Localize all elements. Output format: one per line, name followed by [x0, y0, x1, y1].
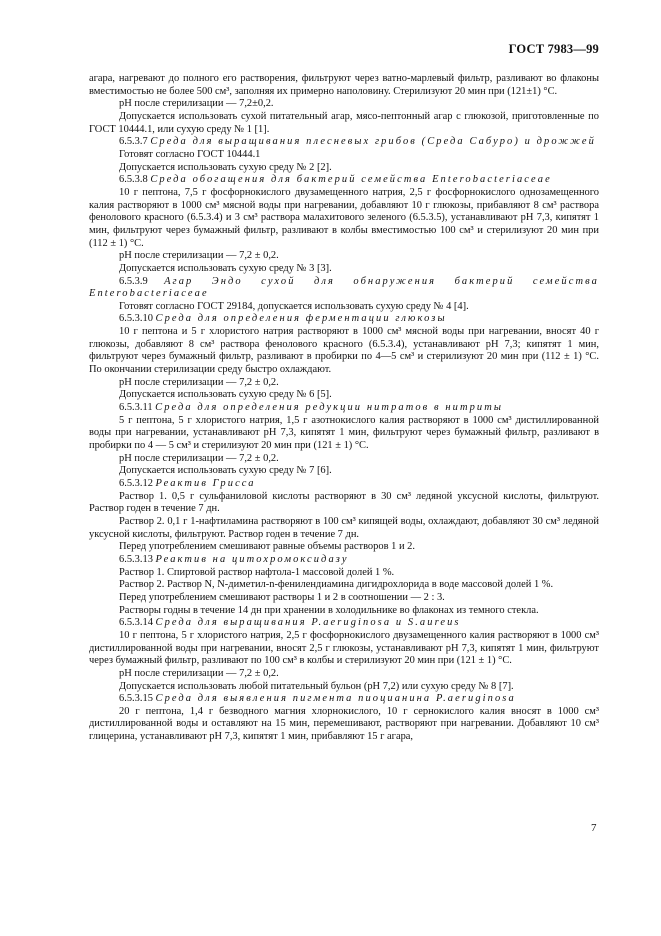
body-paragraph: Допускается использовать сухую среду № 3 [3].: [119, 262, 332, 274]
section-number: 6.5.3.13: [119, 553, 153, 565]
section-number: 6.5.3.11: [119, 402, 153, 414]
section-title: Среда для определения редукции нитратов в нитриты: [155, 402, 504, 414]
body-paragraph: 10 г пептона, 5 г хлористого натрия, 2,5 г фосфорнокислого двузамещенного калия растворяют в 1000 см³ дистиллированной воды при нагревании, вносят 2,5 г глюкозы, устанавливают pH 7,3, кипятят 1 мин, фильтруют через бумажный фильтр, разливают по 100 см³ в колбы и стерилизуют 20 мин при (121 ± 1) °С.: [89, 629, 599, 667]
section-heading: [89, 554, 599, 567]
section-title: Среда для выращивания P.aeruginosa и S.aureus: [155, 617, 461, 629]
body-paragraph: Допускается использовать сухую среду № 6 [5].: [119, 389, 332, 401]
body-paragraph: Допускается использовать сухую среду № 7 [6].: [119, 465, 332, 477]
body-paragraph: Готовят согласно ГОСТ 10444.1: [119, 148, 261, 160]
body-paragraph: pH после стерилизации — 7,2±0,2.: [119, 98, 274, 110]
body-paragraph: агара, нагревают до полного его растворения, фильтруют через ватно-марлевый фильтр, разливают во флаконы вместимостью не более 500 см³, заполняя их примерно наполовину. Стерилизуют 20 мин при (121±1) °С.: [89, 73, 599, 97]
section-heading: [89, 693, 599, 706]
section-heading: [89, 478, 599, 491]
body-paragraph: Раствор 1. 0,5 г сульфаниловой кислоты растворяют в 30 см³ ледяной уксусной кислоты, фильтруют. Раствор годен в течение 7 дн.: [89, 490, 599, 515]
body-paragraph: 20 г пептона, 1,4 г безводного магния хлорнокислого, 10 г сернокислого калия вносят в 1000 см³ дистиллированной воды и оставляют на 15 мин, перемешивают, растворяют при нагревании. Добавляют 10 см³ глицерина, устанавливают pH 7,3, кипятят 1 мин, прибавляют 15 г агара,: [89, 705, 599, 743]
section-title: Реактив на цитохромоксидазу: [155, 553, 349, 565]
body-paragraph: Раствор 1. Спиртовой раствор нафтола-1 массовой долей 1 %.: [119, 566, 395, 578]
document-body: [89, 73, 599, 744]
section-number: 6.5.3.12: [119, 478, 153, 489]
section-title: Среда для выращивания плесневых грибов (Среда Сабуро) и дрожжей: [150, 136, 596, 148]
section-number: 6.5.3.7: [119, 136, 148, 148]
body-paragraph: pH после стерилизации — 7,2 ± 0,2.: [119, 452, 279, 464]
section-heading: [89, 136, 599, 149]
section-number: 6.5.3.14: [119, 617, 153, 629]
section-title: Агар Эндо сухой для обнаружения бактерий семейства Enterobacteriaceae: [89, 275, 599, 300]
body-paragraph: pH после стерилизации — 7,2 ± 0,2.: [119, 667, 279, 679]
section-number: 6.5.3.15: [119, 693, 153, 705]
section-heading: [89, 313, 599, 326]
body-paragraph: Допускается использовать сухую среду № 2 [2].: [119, 161, 332, 173]
section-heading: [89, 617, 599, 630]
section-number: 6.5.3.10: [119, 313, 153, 325]
body-paragraph: Допускается использовать любой питательный бульон (pH 7,2) или сухую среду № 8 [7].: [119, 680, 514, 692]
body-paragraph: Готовят согласно ГОСТ 29184, допускается использовать сухую среду № 4 [4].: [119, 300, 469, 312]
section-title: Среда для выявления пигмента пиоцианина P.aeruginosa: [155, 693, 516, 705]
body-paragraph: Перед употреблением смешивают равные объемы растворов 1 и 2.: [119, 541, 415, 553]
section-number: 6.5.3.8: [119, 174, 148, 186]
body-paragraph: Раствор 2. Раствор N, N-диметил-n-фенилендиамина дигидрохлорида в воде массовой долей 1 %.: [119, 579, 554, 591]
page-number: 7: [591, 822, 597, 834]
section-heading: [89, 174, 599, 187]
body-paragraph: Перед употреблением смешивают растворы 1 и 2 в соотношении — 2 : 3.: [119, 591, 445, 603]
body-paragraph: 10 г пептона и 5 г хлористого натрия растворяют в 1000 см³ мясной воды при нагревании, вносят 40 г глюкозы, добавляют 8 см³ раствора фенолового красного (6.5.3.4), устанавливают pH 7,3; кипятят 1 мин, фильтруют через бумажный фильтр, разливают в пробирки по 4—5 см³ и стерилизуют 20 мин при (112 ± 1) °С. По окончании стерилизации среду быстро охлаждают.: [89, 326, 599, 376]
body-paragraph: 10 г пептона, 7,5 г фосфорнокислого двузамещенного натрия, 2,5 г фосфорнокислого однозамещенного калия растворяют в 1000 см³ мясной воды при нагревании, добавляют 10 г глюкозы, прибавляют 8 см³ раствора фенолового красного (6.5.3.4) и 3 см³ раствора малахитового зеленого (6.5.3.5), устанавливают pH 7,3, кипятят 1 мин, фильтруют через бумажный фильтр, разливают в колбы вместимостью 100 см³ и стерилизуют 20 мин при (112 ± 1) °С.: [89, 186, 599, 249]
section-heading: [89, 276, 599, 301]
body-paragraph: Раствор 2. 0,1 г 1-нафтиламина растворяют в 100 см³ кипящей воды, охлаждают, добавляют 30 см³ ледяной уксусной кислоты, фильтруют. Раствор годен в течение 7 дн.: [89, 515, 599, 540]
page-header-title: ГОСТ 7983—99: [508, 42, 599, 56]
body-paragraph: pH после стерилизации — 7,2 ± 0,2.: [119, 376, 279, 388]
section-title: Среда обогащения для бактерий семейства Enterobacteriaceae: [150, 174, 552, 186]
body-paragraph: 5 г пептона, 5 г хлористого натрия, 1,5 г азотнокислого калия растворяют в 1000 см³ дистиллированной воды при нагревании, устанавливают pH 7,3, кипятят 1 мин, фильтруют через бумажный фильтр, разливают в пробирки по 4 — 5 см³ и стерилизуют 20 мин при (121 ± 1) °С.: [89, 414, 599, 452]
section-title: Реактив Грисса: [155, 478, 256, 489]
body-paragraph: Растворы годны в течение 14 дн при хранении в холодильнике во флаконах из темного стекла.: [119, 604, 539, 616]
section-number: 6.5.3.9: [119, 275, 148, 287]
section-title: Среда для определения ферментации глюкозы: [155, 313, 447, 325]
body-paragraph: Допускается использовать сухой питательный агар, мясо-пептонный агар с глюкозой, приготовленные по ГОСТ 10444.1, или сухую среду № 1 [1].: [89, 110, 599, 135]
body-paragraph: pH после стерилизации — 7,2 ± 0,2.: [119, 250, 279, 262]
section-heading: [89, 402, 599, 415]
